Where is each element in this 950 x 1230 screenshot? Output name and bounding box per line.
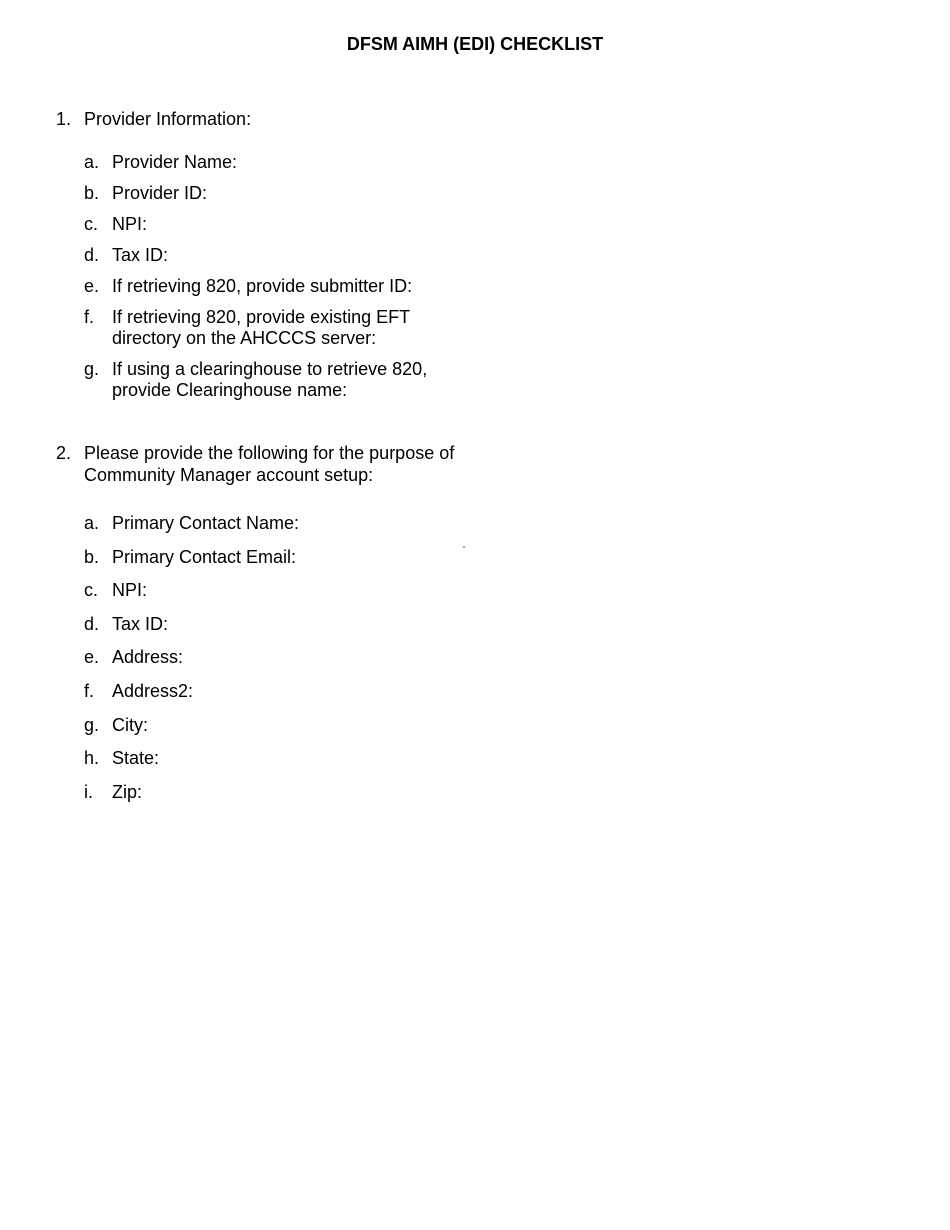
item-label: City: bbox=[112, 714, 148, 735]
section-community-manager-setup bbox=[56, 443, 476, 815]
item-label: Provider ID: bbox=[112, 182, 208, 203]
item-letter: c. bbox=[84, 213, 99, 234]
list-item-address2 bbox=[84, 681, 476, 702]
list-item-address bbox=[84, 647, 476, 668]
item-letter: g. bbox=[84, 358, 100, 379]
list-item-city bbox=[84, 715, 476, 736]
document-title: DFSM AIMH (EDI) CHECKLIST bbox=[346, 34, 604, 54]
item-label: Address: bbox=[112, 647, 184, 668]
list-item-primary-contact-name bbox=[84, 513, 476, 534]
section-heading bbox=[56, 109, 476, 131]
item-letter: f. bbox=[84, 680, 95, 701]
item-letter: f. bbox=[84, 306, 95, 327]
section-number: 1. bbox=[56, 109, 72, 129]
item-label: Tax ID: bbox=[112, 613, 169, 634]
list-item-npi bbox=[84, 214, 476, 235]
item-letter: e. bbox=[84, 275, 100, 296]
item-label: If retrieving 820, provide submitter ID: bbox=[112, 275, 413, 296]
item-letter: h. bbox=[84, 748, 100, 769]
item-letter: d. bbox=[84, 244, 100, 265]
item-label: If using a clearinghouse to retrieve 820, provide Clearinghouse name: bbox=[112, 358, 428, 400]
item-letter: g. bbox=[84, 714, 100, 735]
item-label: Address2: bbox=[112, 680, 194, 701]
item-letter: b. bbox=[84, 546, 100, 567]
item-letter: i. bbox=[84, 781, 93, 802]
item-label: NPI: bbox=[112, 213, 148, 234]
list-item-provider-id bbox=[84, 183, 476, 204]
item-letter: d. bbox=[84, 613, 100, 634]
item-label: Zip: bbox=[112, 781, 143, 802]
list-item-submitter-id bbox=[84, 276, 476, 297]
list-item-primary-contact-email bbox=[84, 547, 476, 568]
list-item-zip bbox=[84, 782, 476, 803]
section-heading-text: Provider Information: bbox=[84, 109, 252, 129]
item-label: Provider Name: bbox=[112, 151, 238, 172]
section-item-list bbox=[84, 152, 476, 401]
list-item-npi bbox=[84, 580, 476, 601]
item-label: Tax ID: bbox=[112, 244, 169, 265]
item-letter: c. bbox=[84, 580, 99, 601]
list-item-provider-name bbox=[84, 152, 476, 173]
item-label: NPI: bbox=[112, 580, 148, 601]
section-item-list bbox=[84, 513, 476, 803]
item-letter: e. bbox=[84, 647, 100, 668]
item-label: If retrieving 820, provide existing EFT directory on the AHCCCS server: bbox=[112, 306, 410, 348]
item-letter: a. bbox=[84, 513, 100, 533]
list-item-tax-id bbox=[84, 245, 476, 266]
section-heading bbox=[56, 443, 476, 486]
section-heading-text: Please provide the following for the purpose of Community Manager account setup: bbox=[84, 443, 455, 485]
item-label: State: bbox=[112, 748, 160, 769]
item-letter: a. bbox=[84, 151, 100, 172]
list-item-state bbox=[84, 748, 476, 769]
section-provider-information bbox=[56, 109, 476, 411]
section-number: 2. bbox=[56, 443, 72, 463]
stray-mark bbox=[463, 546, 465, 548]
list-item-eft-directory bbox=[84, 307, 476, 349]
item-label: Primary Contact Email: bbox=[112, 546, 297, 567]
item-label: Primary Contact Name: bbox=[112, 513, 300, 533]
list-item-tax-id bbox=[84, 614, 476, 635]
item-letter: b. bbox=[84, 182, 100, 203]
list-item-clearinghouse-name bbox=[84, 359, 476, 401]
